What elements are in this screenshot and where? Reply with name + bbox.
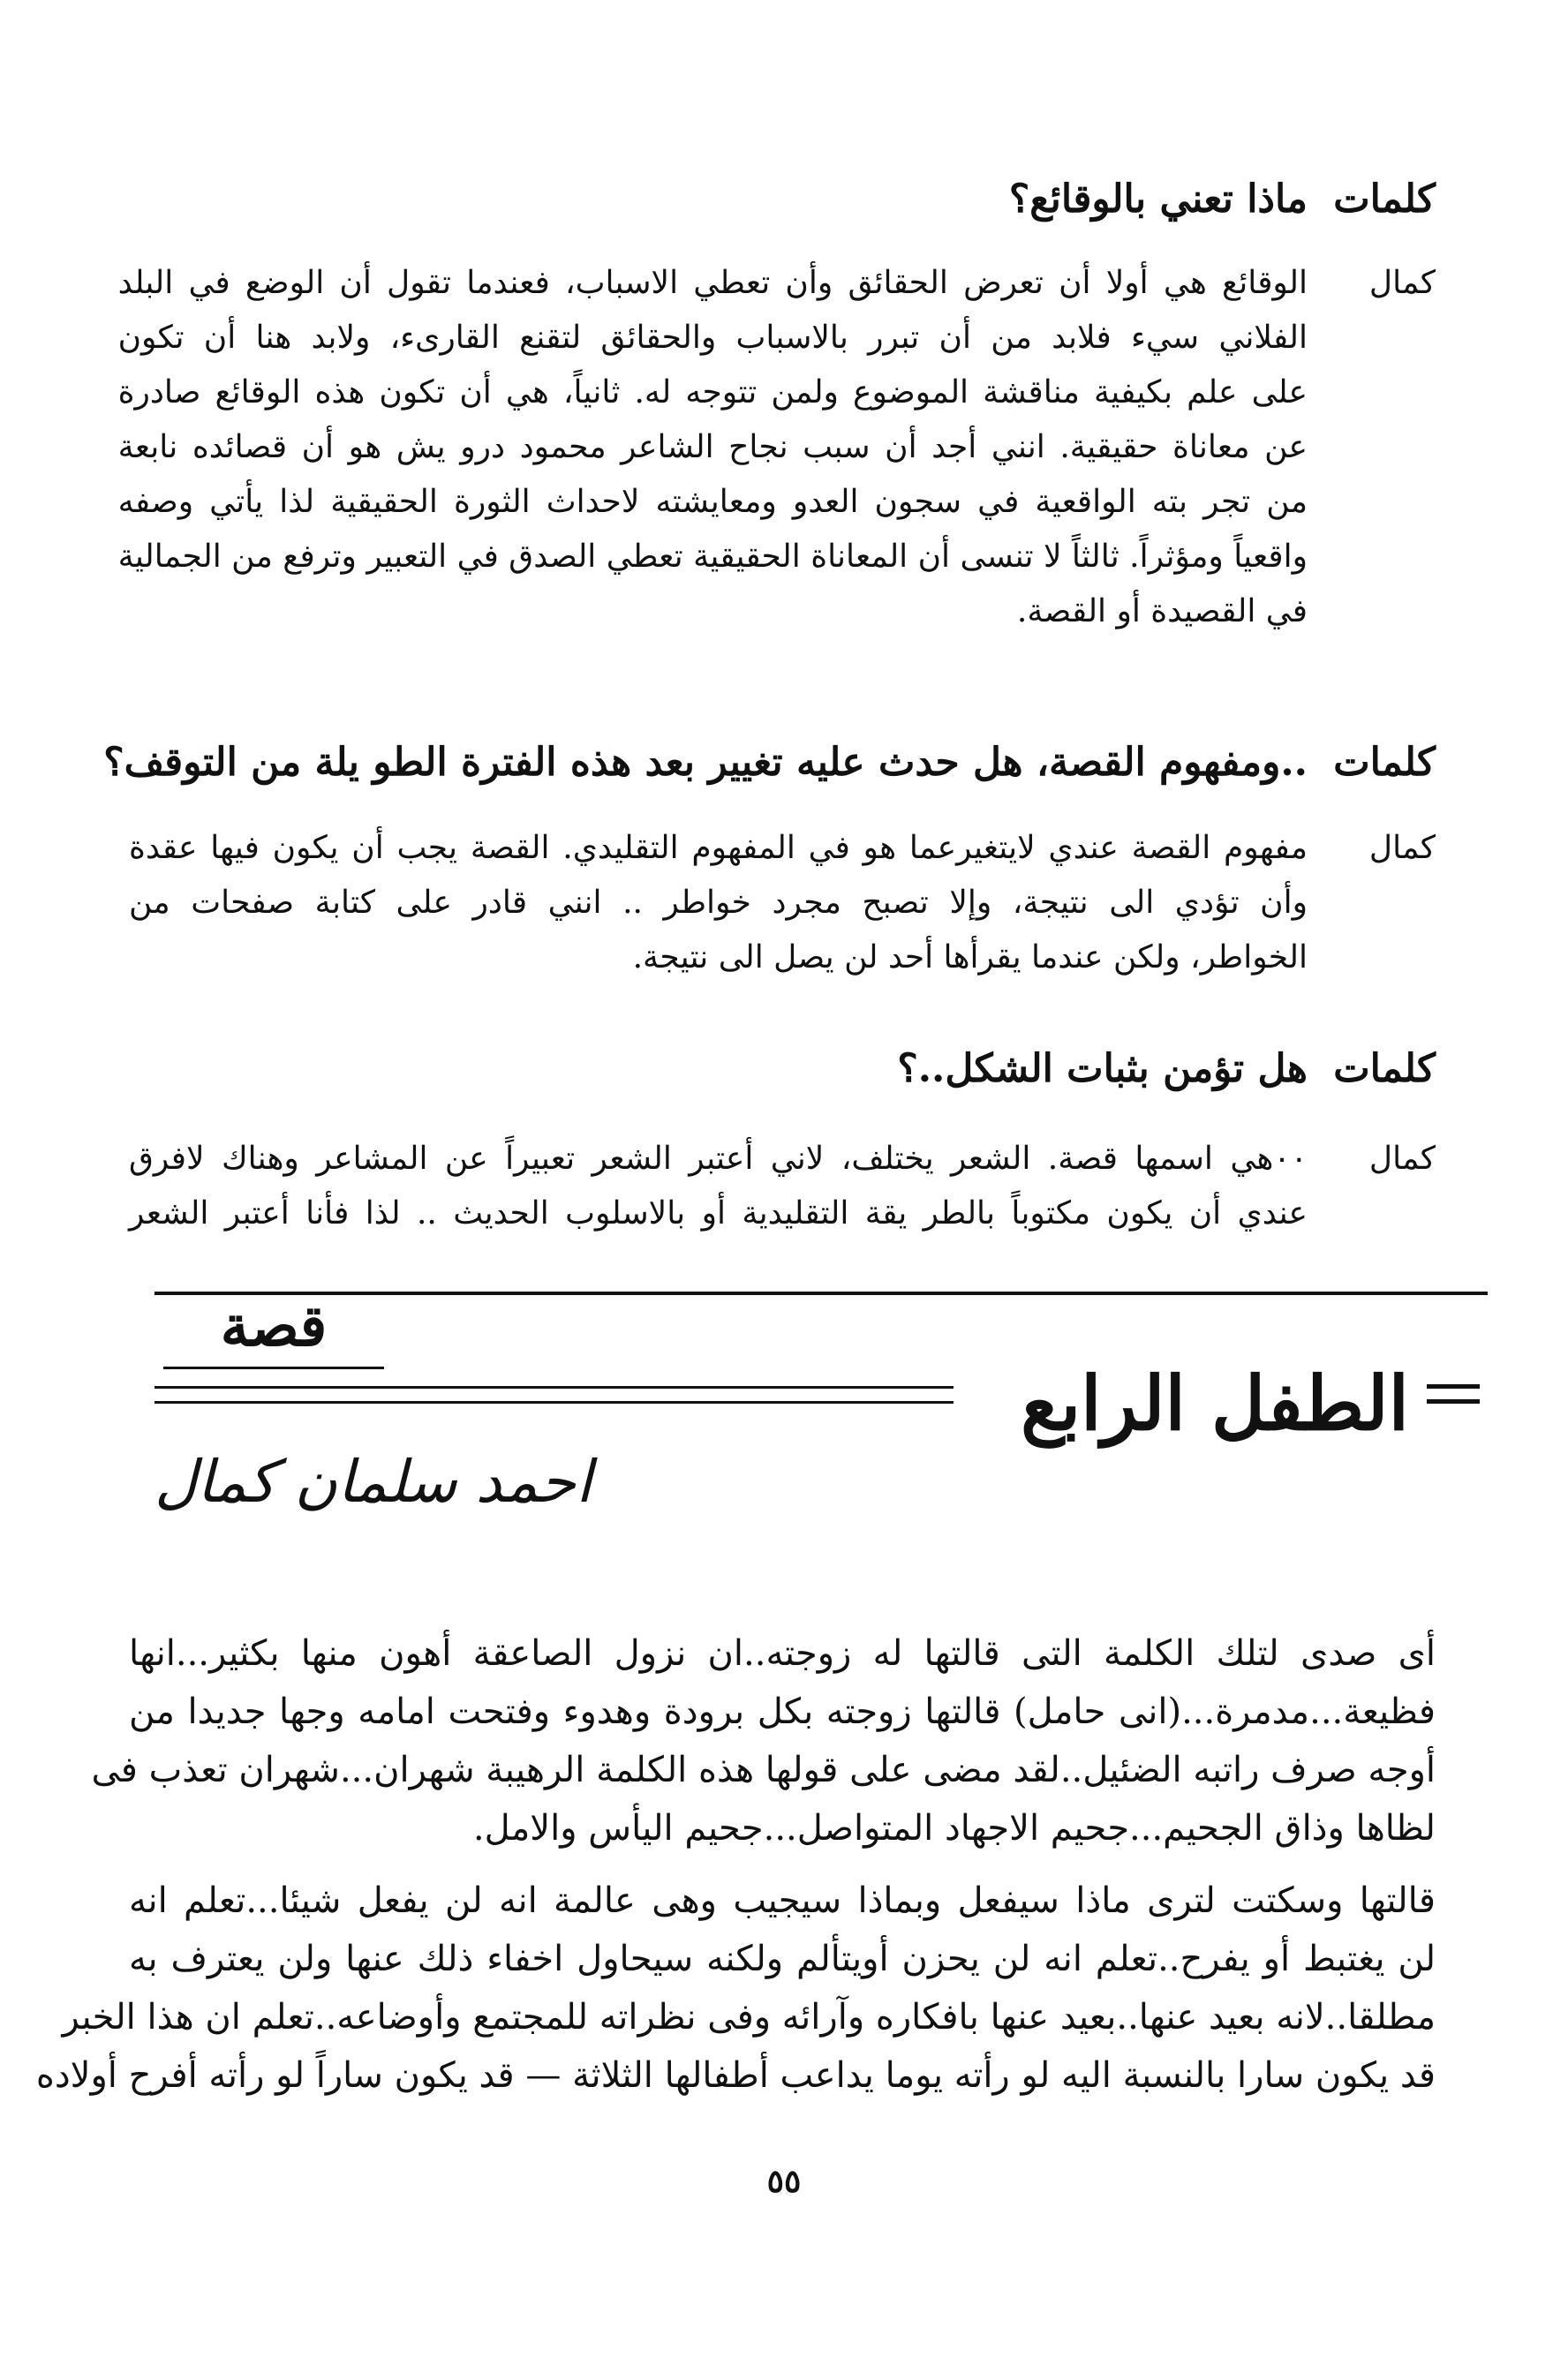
answer-line: الوقائع هي أولا أن تعرض الحقائق وأن تعطي الاسباب، فعندما تقول أن الوضع في البلد [117,265,1308,301]
story-paragraph-2 [35,1872,1436,2105]
question-text: ماذا تعني بالوقائع؟ [1008,177,1308,222]
interview-answer-2 [129,821,1436,985]
answer-body [118,256,1308,639]
question-speaker: كلمات [1333,1046,1436,1091]
answer-line: من تجر بته الواقعية في سجون العدو ومعايشته لاحداث الثورة الحقيقية لذا يأتي وصفه [117,484,1308,520]
title-rule [155,1386,954,1416]
interview-answer-1 [117,256,1436,639]
story-line: أى صدى لتلك الكلمة التى قالتها له زوجته..ان نزول الصاعقة أهون منها بكثير...انها [129,1633,1436,1674]
story-label-underline [163,1367,384,1369]
answer-line: عن معاناة حقيقية. انني أجد أن سبب نجاح الشاعر محمود درو يش هو أن قصائده نابعة [117,429,1308,465]
story-line: قد يكون سارا بالنسبة اليه لو رأته يوما يداعب أطفالها الثلاثة — قد يكون ساراً لو رأته أفرح أولاده [35,2055,1436,2096]
story-line: فظيعة...مدمرة...(انى حامل) قالتها زوجته بكل برودة وهدوء وفتحت امامه وجها جديدا من [129,1691,1436,1732]
question-text: هل تؤمن بثبات الشكل..؟ [897,1046,1308,1091]
answer-line: الخواطر، ولكن عندما يقرأها أحد لن يصل الى نتيجة. [632,939,1308,976]
answer-line: ٠٠هي اسمها قصة. الشعر يختلف، لاني أعتبر الشعر تعبيراً عن المشاعر وهناك لافرق [129,1141,1308,1177]
answer-line: وأن تؤدي الى نتيجة، وإلا تصبح مجرد خواطر .. انني قادر على كتابة صفحات من [129,885,1308,921]
answer-body [129,1132,1308,1241]
story-line: أوجه صرف راتبه الضئيل..لقد مضى على قولها هذه الكلمة الرهيبة شهران...شهران تعذب فى [91,1750,1436,1790]
title-ornament [1427,1384,1480,1414]
question-speaker: كلمات [1333,177,1436,222]
page-number: ٥٥ [766,2163,802,2200]
story-label: قصة [220,1293,328,1360]
answer-speaker: كمال [1368,265,1436,301]
answer-line: في القصيدة أو القصة. [1016,593,1308,629]
interview-question-3 [129,1046,1436,1091]
story-line: قالتها وسكتت لترى ماذا سيفعل وبماذا سيجيب وهى عالمة انه لن يفعل شيئا...تعلم انه [129,1880,1436,1921]
answer-speaker: كمال [1368,1141,1436,1177]
interview-answer-3 [129,1132,1436,1241]
interview-question-1 [129,177,1436,222]
question-speaker: كلمات [1333,740,1436,785]
answer-speaker: كمال [1368,830,1436,866]
answer-line: عندي أن يكون مكتوباً بالطر يقة التقليدية أو بالاسلوب الحديث .. لذا فأنا أعتبر الشعر [129,1195,1308,1232]
answer-line: مفهوم القصة عندي لايتغيرعما هو في المفهوم التقليدي. القصة يجب أن يكون فيها عقدة [129,830,1308,866]
answer-line: واقعياً ومؤثراً. ثالثاً لا تنسى أن المعاناة الحقيقية تعطي الصدق في التعبير وترفع من الجمالية [117,539,1308,575]
interview-question-2 [103,740,1436,785]
story-line: لن يغتبط أو يفرح..تعلم انه لن يحزن أويتألم ولكنه سيحاول اخفاء ذلك عنها ولن يعترف به [129,1939,1436,1979]
answer-line: على علم بكيفية مناقشة الموضوع ولمن تتوجه له. ثانياً، هي أن تكون هذه الوقائع صادرة [117,374,1308,411]
story-paragraph-1 [91,1624,1436,1857]
question-text: ..ومفهوم القصة، هل حدث عليه تغيير بعد هذه الفترة الطو يلة من التوقف؟ [103,740,1308,785]
story-line: مطلقا..لانه بعيد عنها..بعيد عنها بافكاره وآرائه وفى نظراته للمجتمع وأوضاعه..تعلم ان هذا الخبر [62,1997,1436,2038]
story-line: لظاها وذاق الجحيم...جحيم الاجهاد المتواصل...جحيم اليأس والامل. [472,1808,1436,1849]
story-author: احمد سلمان كمال [155,1448,592,1516]
answer-line: الفلاني سيء فلابد من أن تبرر بالاسباب والحقائق لتقنع القارىء، ولابد هنا أن تكون [117,320,1308,356]
answer-body [129,821,1308,985]
story-title: الطفل الرابع [1021,1360,1409,1447]
